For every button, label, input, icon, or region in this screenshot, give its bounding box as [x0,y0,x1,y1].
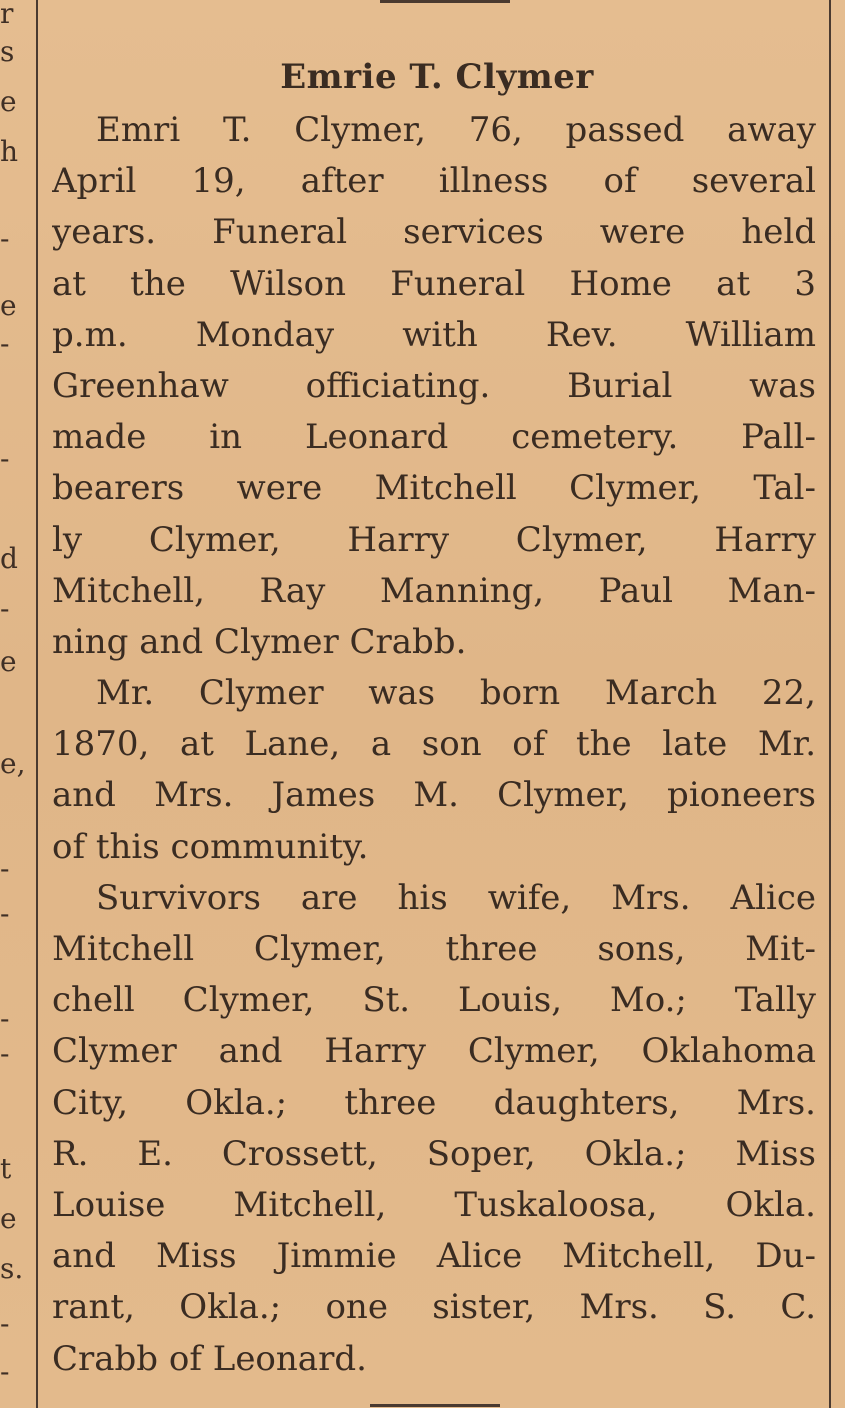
fragment: e [0,85,17,118]
fragment: e [0,645,17,678]
text-line: April 19, after illness of several [52,161,816,202]
left-column-rule [36,0,38,1408]
text-line: of this community. [52,826,369,867]
adjacent-column-fragments [0,0,34,1408]
fragment: - [0,852,10,885]
article-headline: Emrie T. Clymer [280,57,594,97]
fragment: h [0,135,19,168]
text-line: Greenhaw officiating. Burial was [52,365,816,406]
fragment: e, [0,747,26,780]
text-line: chell Clymer, St. Louis, Mo.; Tally [52,980,816,1021]
obituary-article [52,55,816,1385]
fragment: - [0,1037,10,1070]
paragraph-birth [52,668,816,873]
text-line: bearers were Mitchell Clymer, Tal- [52,468,816,509]
fragment: - [0,222,10,255]
text-line: years. Funeral services were held [52,212,816,253]
text-line: and Mrs. James M. Clymer, pioneers [52,775,816,816]
text-line: p.m. Monday with Rev. William [52,314,816,355]
text-line: rant, Okla.; one sister, Mrs. S. C. [52,1287,816,1328]
fragment: - [0,442,10,475]
text-line: Emri T. Clymer, 76, passed away [96,110,816,150]
text-line: made in Leonard cemetery. Pall- [52,417,816,458]
text-line: ly Clymer, Harry Clymer, Harry [52,519,816,560]
paragraph-funeral [52,105,816,668]
fragment: r [0,0,14,30]
text-line: Mr. Clymer was born March 22, [96,673,816,714]
text-line: Survivors are his wife, Mrs. Alice [96,877,816,918]
fragment: s. [0,1252,24,1285]
fragment: - [0,327,10,360]
fragment: - [0,1307,10,1340]
fragment: - [0,897,10,930]
text-line: and Miss Jimmie Alice Mitchell, Du- [52,1236,816,1277]
text-line: Mitchell Clymer, three sons, Mit- [52,929,816,969]
text-line: Crabb of Leonard. [52,1338,367,1379]
text-line: Mitchell, Ray Manning, Paul Man- [52,570,816,611]
fragment: - [0,1355,10,1388]
text-line: ning and Clymer Crabb. [52,621,467,662]
text-line: Louise Mitchell, Tuskaloosa, Okla. [52,1184,816,1225]
fragment: e [0,289,17,322]
bottom-divider [370,1404,500,1407]
right-column-rule [829,0,831,1408]
text-line: 1870, at Lane, a son of the late Mr. [52,724,816,765]
fragment: - [0,1002,10,1035]
text-line: at the Wilson Funeral Home at 3 [52,263,816,304]
text-line: Clymer and Harry Clymer, Oklahoma [52,1031,816,1072]
text-line: R. E. Crossett, Soper, Okla.; Miss [52,1133,816,1174]
fragment: d [0,542,18,575]
top-divider [380,0,510,3]
fragment: t [0,1152,12,1185]
fragment: - [0,592,10,625]
fragment: s [0,35,15,68]
paragraph-survivors [52,873,816,1385]
text-line: City, Okla.; three daughters, Mrs. [52,1082,816,1123]
fragment: e [0,1202,17,1235]
